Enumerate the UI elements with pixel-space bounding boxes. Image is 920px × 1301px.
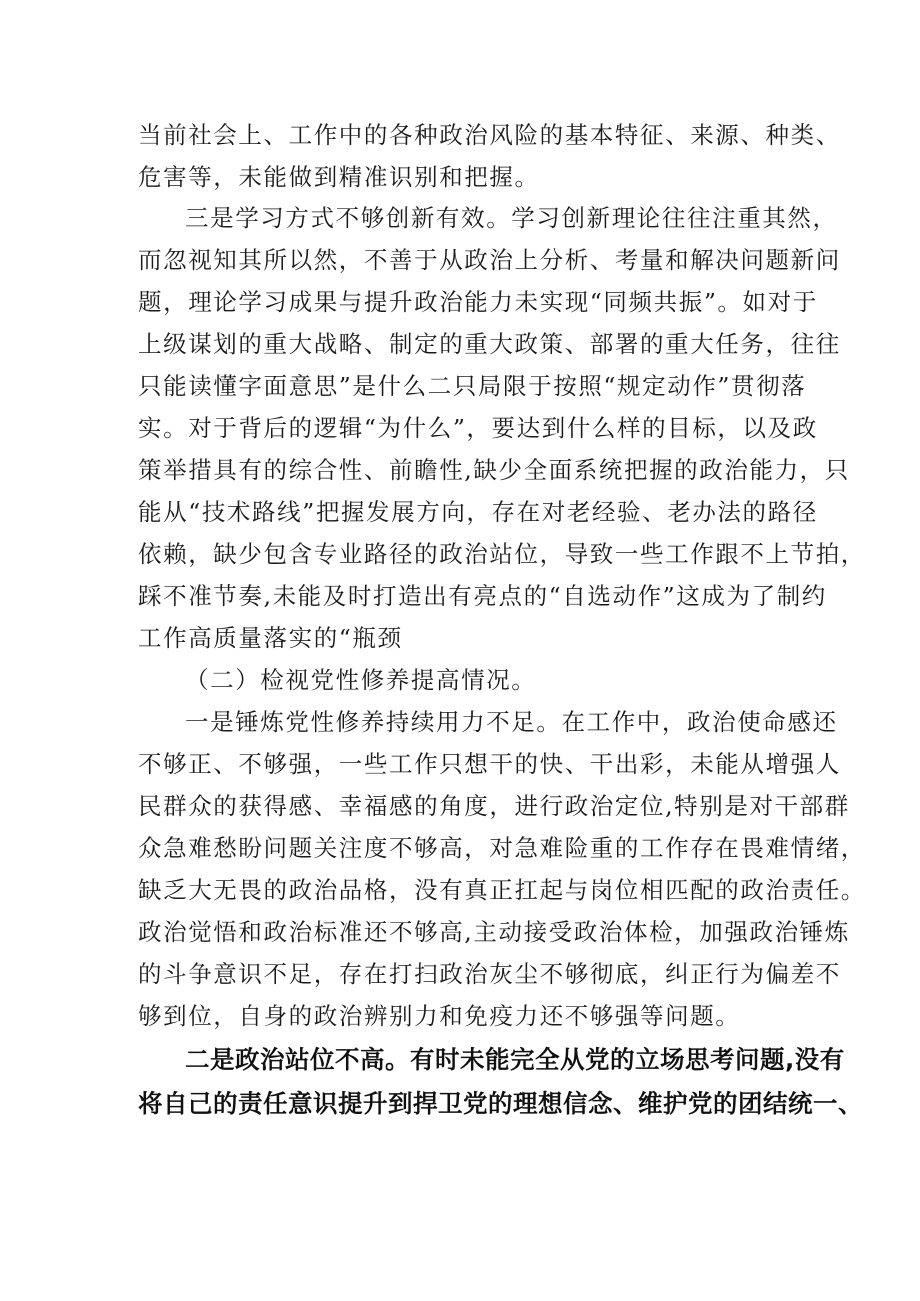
paragraph-line: 上级谋划的重大战略、制定的重大政策、部署的重大任务，往往 — [138, 330, 841, 358]
paragraph-line: 实。对于背后的逻辑“为什么”，要达到什么样的目标，以及政 — [138, 414, 818, 442]
paragraph-line: 危害等，未能做到精准识别和把握。 — [138, 163, 540, 191]
paragraph-line: 题，理论学习成果与提升政治能力未实现“同频共振”。如对于 — [138, 288, 818, 316]
paragraph-line: 依赖，缺少包含专业路径的政治站位，导致一些工作跟不上节拍， — [138, 540, 866, 568]
paragraph-line: 一是锤炼党性修养持续用力不足。在工作中，政治使命感还 — [185, 708, 838, 736]
paragraph-line: 三是学习方式不够创新有效。学习创新理论往往注重其然， — [185, 204, 838, 232]
paragraph-line: 工作高质量落实的“瓶颈 — [138, 624, 403, 652]
paragraph-line: 不够正、不够强，一些工作只想干的快、干出彩，未能从增强人 — [138, 750, 841, 778]
paragraph-line: 够到位，自身的政治辨别力和免疫力还不够强等问题。 — [138, 1002, 741, 1030]
paragraph-line: 能从“技术路线”把握发展方向，存在对老经验、老办法的路径 — [138, 498, 818, 526]
paragraph-line: 民群众的获得感、幸福感的角度，进行政治定位,特别是对干部群 — [138, 792, 850, 820]
paragraph-line-bold: 将自己的责任意识提升到捍卫党的理想信念、维护党的团结统一、 — [138, 1089, 863, 1118]
paragraph-line: 策举措具有的综合性、前瞻性,缺少全面系统把握的政治能力，只 — [138, 456, 850, 484]
paragraph-line: 众急难愁盼问题关注度不够高，对急难险重的工作存在畏难情绪， — [138, 834, 866, 862]
paragraph-line: 缺乏大无畏的政治品格，没有真正扛起与岗位相匹配的政治责任。 — [138, 876, 866, 904]
paragraph-line: 只能读懂字面意思”是什么二只局限于按照“规定动作”贯彻落 — [138, 372, 807, 400]
paragraph-line: 当前社会上、工作中的各种政治风险的基本特征、来源、种类、 — [138, 121, 841, 149]
section-heading: （二）检视党性修养提高情况。 — [185, 666, 537, 694]
paragraph-line: 踩不准节奏,未能及时打造出有亮点的“自选动作”这成为了制约 — [138, 582, 827, 610]
paragraph-line: 而忽视知其所以然，不善于从政治上分析、考量和解决问题新问 — [138, 246, 841, 274]
paragraph-line: 政治觉悟和政治标准还不够高,主动接受政治体检，加强政治锤炼 — [138, 918, 850, 946]
paragraph-line-bold: 二是政治站位不高。有时未能完全从党的立场思考问题,没有 — [185, 1045, 845, 1074]
paragraph-line: 的斗争意识不足，存在打扫政治灰尘不够彻底，纠正行为偏差不 — [138, 960, 841, 988]
